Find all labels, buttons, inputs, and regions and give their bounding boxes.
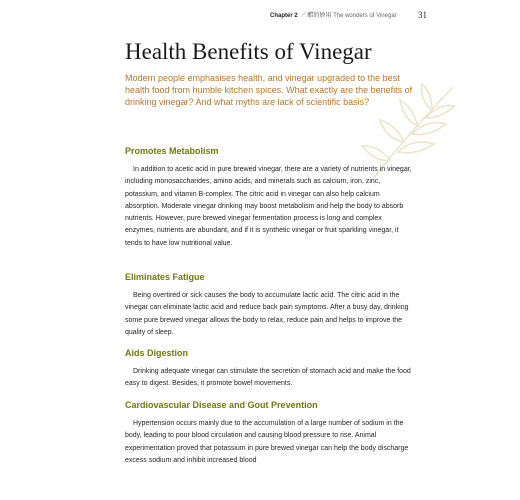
intro-paragraph: Modern people emphasises health, and vinegar upgraded to the best health food from humble kitchen spices. What exactly are the benefits of drinking vinegar? And what myths are lack of scientific basis? xyxy=(125,73,413,107)
section-body-fatigue: Being overtired or sick causes the body to accumulate lactic acid. The citric acid in the vinegar can eliminate lactic acid and reduce back pain symptoms. After a busy day, drinking some pure brewed vinegar allows the body to relax, reduce pain and helps to improve the quality of sleep. xyxy=(125,292,409,336)
page-number: 31 xyxy=(418,10,427,20)
page-title: Health Benefits of Vinegar xyxy=(125,39,372,64)
chapter-subtitle: The wonders of Vinegar xyxy=(333,13,397,19)
section-heading-cardiovascular: Cardiovascular Disease and Gout Prevention xyxy=(125,400,318,410)
section-heading-metabolism: Promotes Metabolism xyxy=(125,146,219,156)
header-separator: ／ xyxy=(300,13,307,19)
section-heading-fatigue: Eliminates Fatigue xyxy=(125,272,205,282)
section-heading-digestion: Aids Digestion xyxy=(125,348,189,358)
section-body-cardiovascular: Hypertension occurs mainly due to the accumulation of a large number of sodium in the body, leading to pour blood circulation and causing blood pressure to rise. Animal experimentation proved that potassium in pure brewed vinegar can help the body discharge excess sodium and inhibit increased blood xyxy=(125,420,409,464)
section-body-digestion: Drinking adequate vinegar can stimulate the secretion of stomach acid and make the food easy to digest. Besides, it promote bowel movements. xyxy=(125,368,411,388)
section-body-metabolism: In addition to acetic acid in pure brewed vinegar, there are a variety of nutrients in vinegar, including monosaccharides, amino acids, and minerals such as calcium, iron, zinc, potassium, and vitamin B-complex. The citric acid in vinegar can also help calcium absorption. Moderate vinegar drinking may boost metabolism and help the body to absorb nutrients. However, pure brewed vinegar fermentation process is long and complex enzymes, nutrients are abundant, and if it is synthetic vinegar or fruit sparkling vinegar, it tends to have low nutritional value. xyxy=(125,166,412,247)
chapter-label: Chapter 2 xyxy=(270,13,298,19)
running-header xyxy=(270,10,430,22)
chapter-cn-label: 醋的妙用 xyxy=(307,13,332,19)
